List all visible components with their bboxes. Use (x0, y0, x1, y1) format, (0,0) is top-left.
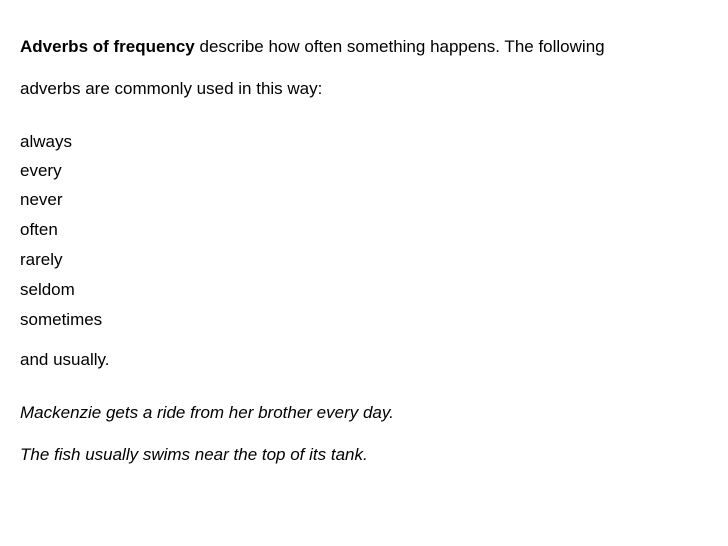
adverb-list-item: every (20, 161, 62, 180)
intro-line-1 (20, 37, 605, 57)
adverb-list-item: rarely (20, 250, 63, 269)
adverb-list-item: never (20, 190, 63, 209)
closing-line: and usually. (20, 350, 110, 369)
example-sentence: The fish usually swims near the top of its tank. (20, 445, 368, 464)
example-sentence: Mackenzie gets a ride from her brother every day. (20, 403, 394, 422)
intro-line-1-text: describe how often something happens. The following (194, 37, 605, 56)
intro-line-2: adverbs are commonly used in this way: (20, 79, 323, 98)
adverb-list-item: sometimes (20, 310, 103, 329)
adverb-list-item: always (20, 132, 72, 151)
adverb-list-item: often (20, 220, 58, 239)
term-heading: Adverbs of frequency (20, 37, 195, 56)
adverb-list-item: seldom (20, 280, 75, 299)
